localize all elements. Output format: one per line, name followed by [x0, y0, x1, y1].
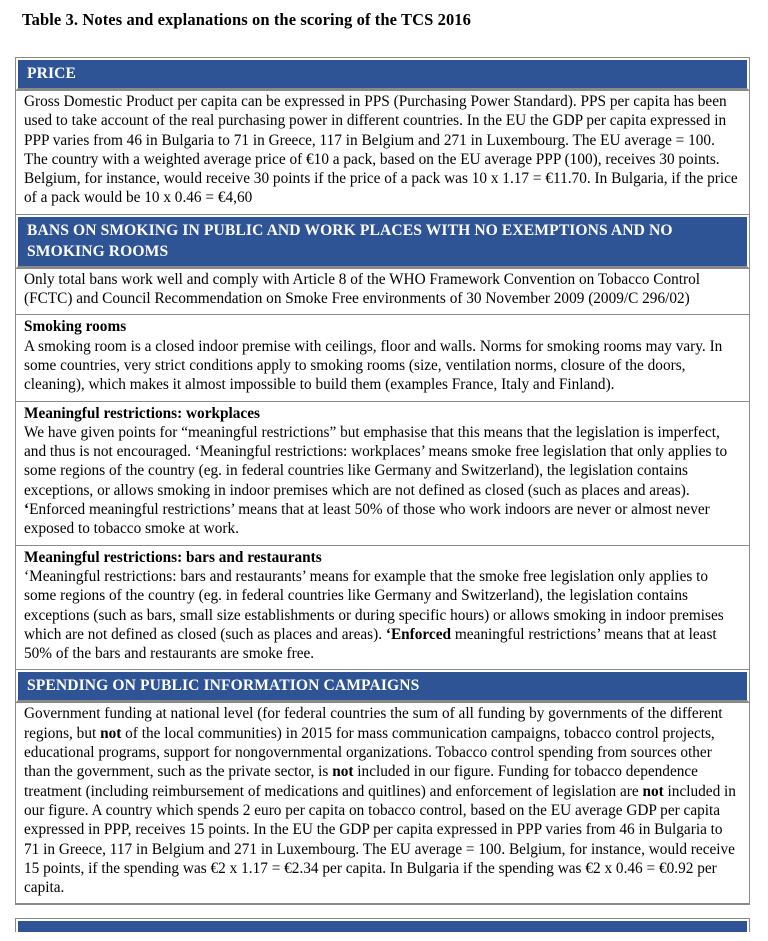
section-body [16, 268, 749, 316]
notes-table [15, 57, 750, 905]
section-body [16, 402, 749, 546]
subsection-heading: Smoking rooms [24, 318, 127, 336]
paragraph: Government funding at national level (for federal countries the sum of all funding by governments of the different regions, but not of the local communities) in 2015 for mass communication campaigns, tobacco control projects, educational programs, support for nongovernmental organizations. Tobacco control spending from sources other than the government, such as the private sector, is not included in our figure. Funding for tobacco dependence treatment (including reimbursement of medications and quitlines) and enforcement of legislation are not included in our figure. A country which spends 2 euro per capita on tobacco control, based on the EU average GDP per capita expressed in PPP, receives 15 points. In the EU the GDP per capita expressed in PPP varies from 46 in Bulgaria to 71 in Greece, 117 in Belgium and 271 in Luxembourg. The EU average = 100. Belgium, for instance, would receive 15 points, if the spending was €2 x 1.17 = €2.34 per capita. In Bulgaria if the spending was €2 x 0.46 = €0.92 per capita. [24, 705, 736, 897]
section-header: PRICE [16, 58, 749, 90]
next-section-header-partial [15, 918, 750, 932]
section-header: BANS ON SMOKING IN PUBLIC AND WORK PLACES WITH NO EXEMPTIONS AND NO SMOKING ROOMS [16, 215, 749, 268]
paragraph: We have given points for “meaningful restrictions” but emphasise that this means that the legislation is imperfect, and thus is not encouraged. ‘Meaningful restrictions: workplaces’ means smoke free legislation that only applies to some regions of the country (eg. in federal countries like Germany and Switzerland), the legislation contains exceptions, or allows smoking in indoor premises which are not defined as closed (such as places and areas). ‘Enforced meaningful restrictions’ means that at least 50% of those who work indoors are never or almost never exposed to tobacco smoke at work. [24, 423, 728, 538]
table-title: Table 3. Notes and explanations on the scoring of the TCS 2016 [22, 10, 472, 29]
document-page [0, 10, 768, 932]
section-body [16, 546, 749, 671]
section-header: SPENDING ON PUBLIC INFORMATION CAMPAIGNS [16, 670, 749, 702]
section-body [16, 702, 749, 904]
paragraph: Only total bans work well and comply with Article 8 of the WHO Framework Convention on Tobacco Control (FCTC) and Council Recommendation on Smoke Free environments of 30 November 2009 (2009/C 296/02) [24, 270, 700, 308]
subsection-heading: Meaningful restrictions: workplaces [24, 404, 260, 422]
paragraph: Gross Domestic Product per capita can be expressed in PPS (Purchasing Power Standard). PPS per capita has been used to take account of the real purchasing power in different countries. In the EU the GDP per capita expressed in PPP varies from 46 in Bulgaria to 71 in Greece, 117 in Belgium and 271 in Luxembourg. The EU average = 100. The country with a weighted average price of €10 a pack, based on the EU average PPP (100), receives 30 points. Belgium, for instance, would receive 30 points if the price of a pack was 10 x 1.17 = €11.70. In Bulgaria, if the price of a pack would be 10 x 0.46 = €4,60 [24, 93, 738, 207]
subsection-heading: Meaningful restrictions: bars and restaurants [24, 548, 322, 566]
paragraph: ‘Meaningful restrictions: bars and restaurants’ means for example that the smoke free legislation only applies to some regions of the country (eg. in federal countries like Germany and Switzerland), the legislation contains exceptions (such as bars, small size establishments or during specific hours) or allows smoking in indoor premises which are not defined as closed (such as places and areas). ‘Enforced meaningful restrictions’ means that at least 50% of the bars and restaurants are smoke free. [24, 567, 724, 663]
paragraph: A smoking room is a closed indoor premise with ceilings, floor and walls. Norms for smoking rooms may vary. In some countries, very strict conditions apply to smoking rooms (size, ventilation norms, closure of the doors, cleaning), which makes it almost impossible to build them (examples France, Italy and Finland). [24, 337, 723, 394]
section-body [16, 315, 749, 401]
section-body [16, 90, 749, 215]
